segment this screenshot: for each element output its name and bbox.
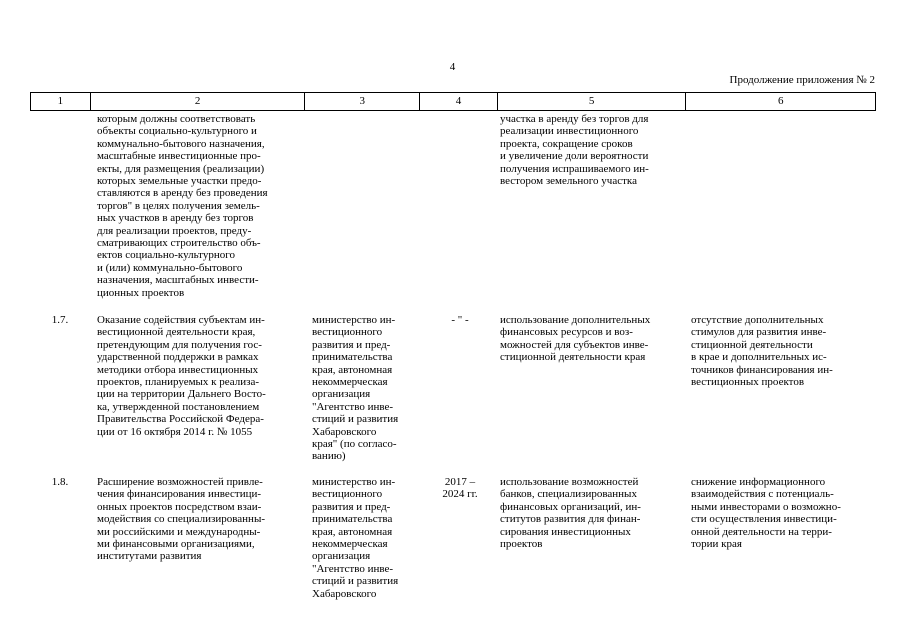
column-header-2: 2	[91, 93, 305, 110]
row-1-7-result: использование дополнительных финансовых ресурсов и воз- можностей для субъектов инве- стиционной деятельности края	[500, 314, 651, 364]
row-1-8-number: 1.8.	[51, 476, 69, 488]
table-header-row	[30, 92, 876, 111]
row-1-7-executor: министерство ин- вестиционного развития и пред- принимательства края, автономная некоммерческая организация "Агентство инве- стиций и развития Хабаровского края" (по согласо- ванию)	[312, 314, 399, 463]
row-1-7-consequence: отсутствие дополнительных стимулов для развития инве- стиционной деятельности в крае и дополнительных ис- точников финансирования ин- вестиционных проектов	[691, 314, 833, 389]
page-number: 4	[449, 61, 456, 73]
continued-row-result: участка в аренду без торгов для реализации инвестиционного проекта, сокращение сроков и увеличение доли вероятности получения испрашиваемого ин- вестором земельного участка	[500, 113, 649, 188]
row-1-8-result: использование возможностей банков, специализированных финансовых организаций, ин- ститутов развития для финан- сирования инвестиционных проектов	[500, 476, 641, 551]
column-header-5: 5	[498, 93, 687, 110]
row-1-7-number: 1.7.	[51, 314, 69, 326]
column-header-4: 4	[420, 93, 498, 110]
row-1-7-term: - " -	[451, 314, 469, 326]
continuation-note: Продолжение приложения № 2	[729, 74, 875, 86]
column-header-6: 6	[777, 95, 784, 107]
row-1-8-consequence: снижение информационного взаимодействия с потенциаль- ными инвесторами о возможно- сти осуществления инвестици- онной деятельности на терри- тории края	[691, 476, 841, 551]
continued-row-measure: которым должны соответствовать объекты социально-культурного и коммунально-бытового назначения, масштабные инвестиционные про- екты, для размещения (реализации) которых земельные участки предо- ставляются в аренду без проведения торгов" в целях получения земель- ных участков в аренду без торгов для реализации проектов, преду- сматривающих строительство объ- ектов социально-культурного и (или) коммунально-бытового назначения, масштабных инвести- ционных проектов	[97, 113, 268, 299]
row-1-8-term: 2017 – 2024 гг.	[442, 476, 478, 501]
row-1-8-executor: министерство ин- вестиционного развития и пред- принимательства края, автономная некоммерческая организация "Агентство инве- стиций и развития Хабаровского	[312, 476, 399, 600]
row-1-7-measure: Оказание содействия субъектам ин- вестиционной деятельности края, претендующим для получения гос- ударственной поддержки в рамках методики отбора инвестиционных проектов, планируемых к реализа- ции на территории Дальнего Восто- ка, утвержденной постановлением Правительства Российской Федера- ции от 16 октября 2014 г. № 1055	[97, 314, 266, 438]
column-header-3: 3	[305, 93, 420, 110]
row-1-8-measure: Расширение возможностей привле- чения финансирования инвестици- онных проектов посредством взаи- модействия со специализированны- ми российскими и международны- ми финансовыми организациями, институтами развития	[97, 476, 265, 563]
column-header-1: 1	[31, 93, 91, 110]
